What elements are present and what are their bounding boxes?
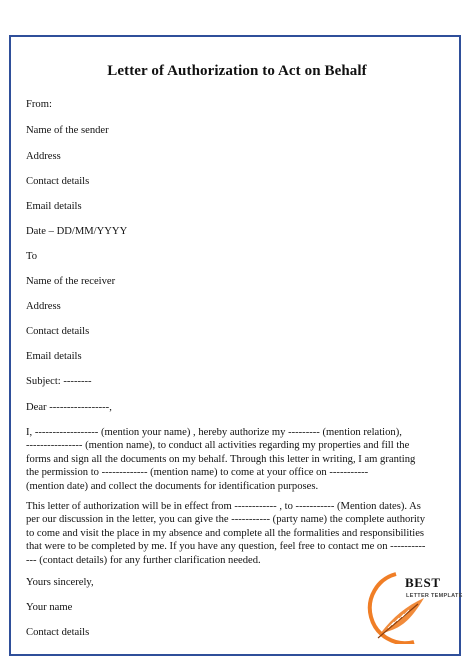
paragraph-line: ---------------- (mention name), to conduct all activities regarding my properties and fill the [26,440,410,452]
paragraph-line: I, ------------------ (mention your name) , hereby authorize my --------- (mention relation), [26,427,402,438]
body-paragraph-1 [26,426,448,493]
paragraph-line: the permission to ------------- (mention name) to come at your office on ----------- [26,467,369,479]
receiver-contact: Contact details [26,326,90,337]
logo-tagline: LETTER TEMPLATE [406,593,463,599]
paragraph-line: --- (contact details) for any further clarification needed. [26,554,261,566]
paragraph-line: per our discussion in the letter, you can give the ----------- (party name) the complete authority [26,514,426,526]
from-label: From: [26,99,52,110]
paragraph-line: forms and sign all the documents on my behalf. Through this letter in writing, I am granting [26,453,416,465]
subject-line: Subject: -------- [26,376,92,387]
paragraph-line: to come and visit the place in my absence and complete all the formalities and responsibilities [26,527,425,539]
paragraph-line: This letter of authorization will be in effect from ------------ , to ----------- (Mention dates). As [26,501,421,512]
sender-email: Email details [26,201,82,212]
body-paragraph-2 [26,500,448,567]
receiver-email: Email details [26,351,82,362]
paragraph-line: that were to be completed by me. If you have any question, feel free to contact me on ---------- [26,541,426,553]
receiver-address: Address [26,301,61,312]
letter-title: Letter of Authorization to Act on Behalf [107,63,367,79]
sender-name: Name of the sender [26,125,109,136]
closing-contact: Contact details [26,627,90,638]
letter-date: Date – DD/MM/YYYY [26,226,128,237]
closing-name: Your name [26,602,73,613]
sender-address: Address [26,151,61,162]
sender-contact: Contact details [26,176,90,187]
paragraph-line: (mention date) and collect the documents for identification purposes. [26,480,319,492]
logo-wordmark: BEST [405,575,441,590]
receiver-name: Name of the receiver [26,276,116,287]
to-label: To [26,251,38,262]
closing-sincerely: Yours sincerely, [26,577,94,588]
salutation: Dear -----------------, [26,402,112,413]
